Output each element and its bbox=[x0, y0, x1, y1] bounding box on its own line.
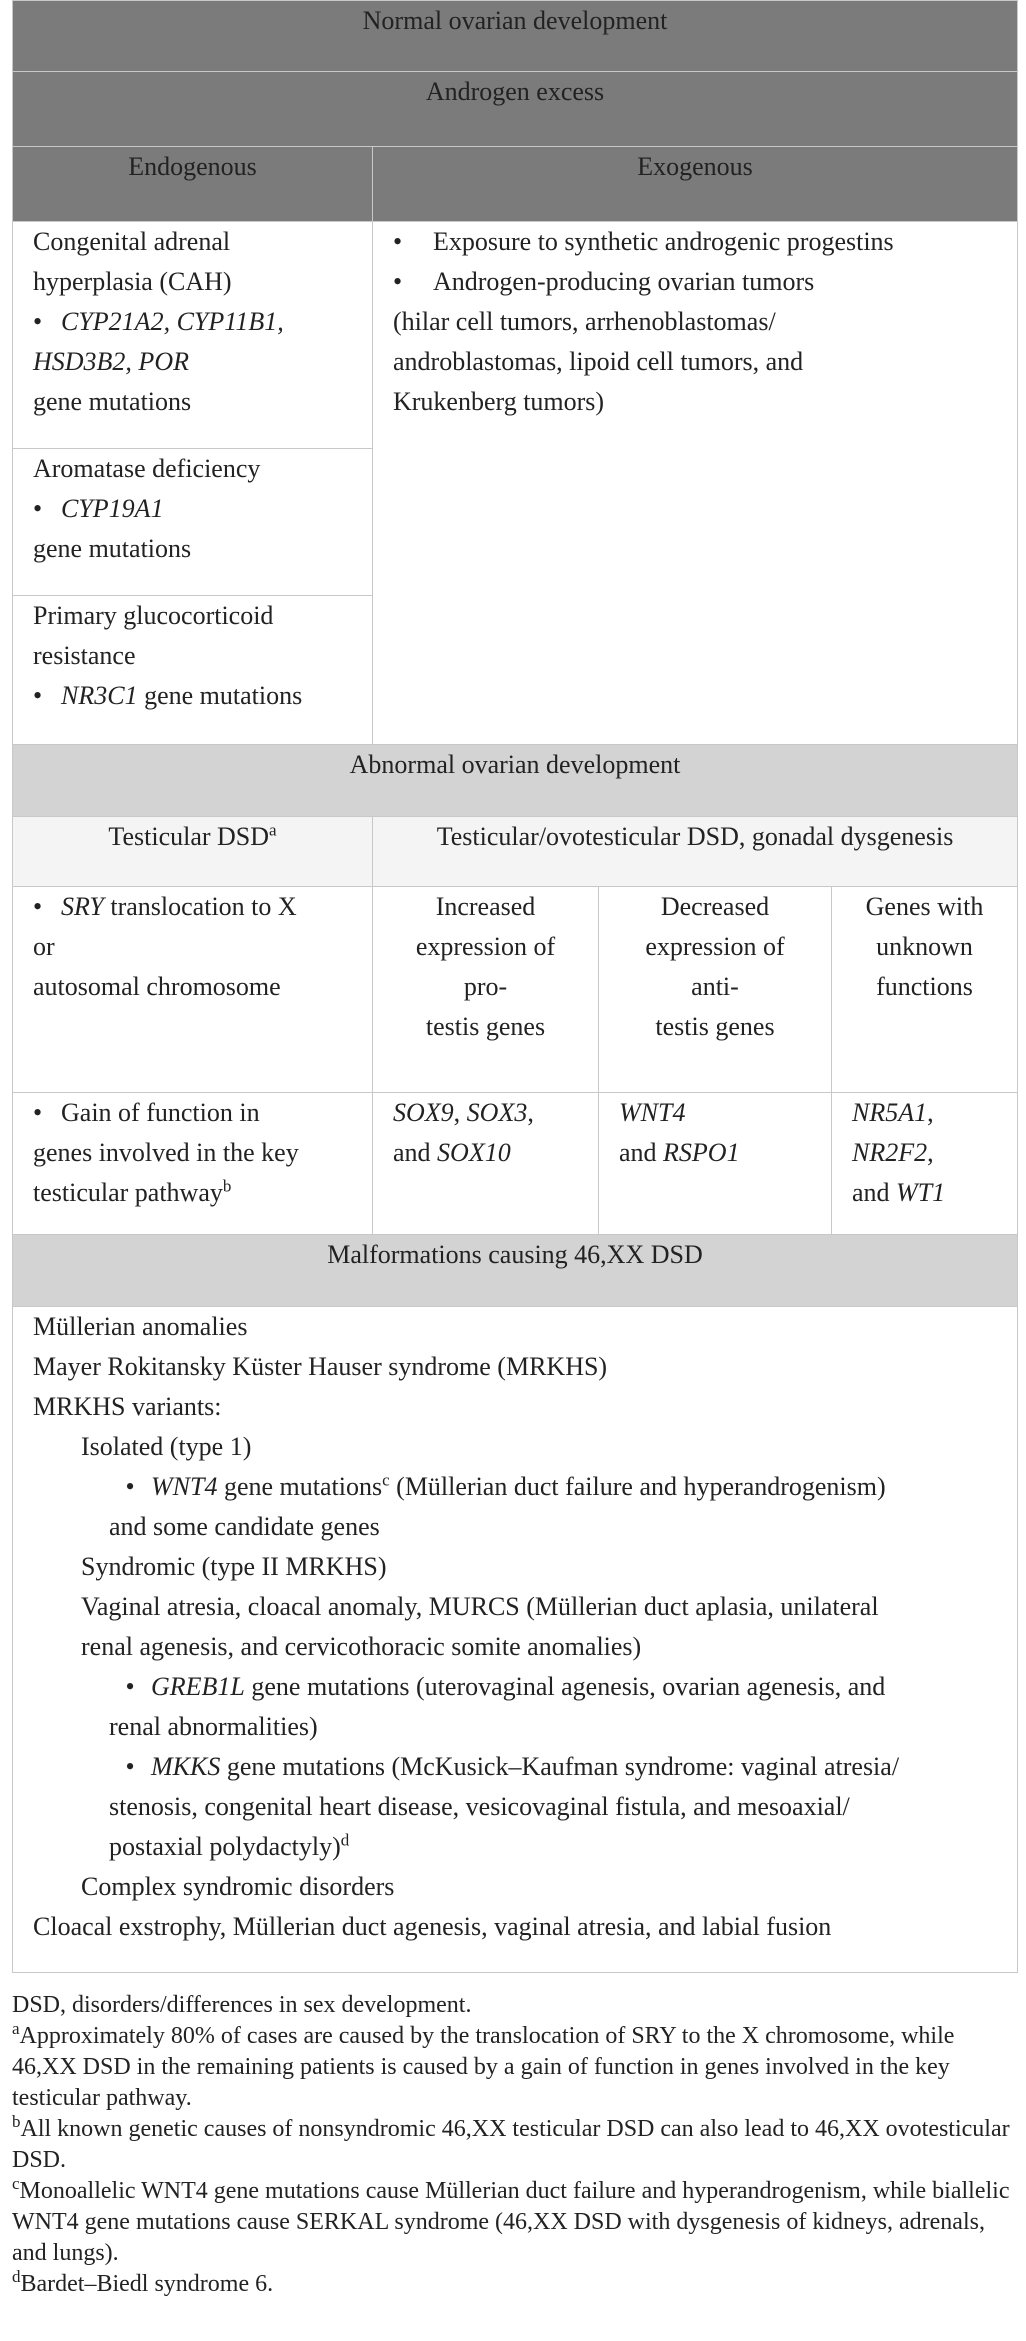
decreased-expression-cell: Decreased expression of anti- testis genes bbox=[599, 887, 832, 1093]
exogenous-item-cont: Krukenberg tumors) bbox=[393, 387, 605, 416]
bullet-icon: • bbox=[125, 1472, 135, 1501]
aromatase-gene: • CYP19A1 bbox=[33, 489, 352, 529]
sox-genes-cell: SOX9, SOX3, and SOX10 bbox=[373, 1093, 599, 1235]
title-row bbox=[13, 1, 1018, 72]
malformations-cell: Müllerian anomalies Mayer Rokitansky Küster Hauser syndrome (MRKHS) MRKHS variants: Isolated (type 1) • WNT4 gene mutations$^c$ (Müllerian duct failure and hyperandrogenism) and some candidate genes Syndromic (type II MRKHS) Vaginal atresia, cloacal anomaly, MURCS (Müllerian duct aplasia, unilateral renal agenesis, and cervicothoracic somite anomalies) • GREB1L gene mutations (uterovaginal agenesis, ovarian agenesis, and renal abnormalities) • MKKS gene mutations (McKusick–Kaufman syndrome: vaginal atresia/ stenosis, congenital heart disease, vesicovaginal fistula, and mesoaxial/ postaxial polydactyly)$^d$ Complex syndromic disorders Cloacal exstrophy, Müllerian duct agenesis, vaginal atresia, and labial fusion bbox=[13, 1307, 1018, 1973]
column-header-row bbox=[13, 147, 1018, 222]
aromatase-suffix: gene mutations bbox=[33, 534, 192, 563]
abnormal-heading-row bbox=[13, 745, 1018, 817]
wnt-genes-cell: WNT4 and RSPO1 bbox=[599, 1093, 832, 1235]
bullet-icon: • bbox=[393, 227, 403, 256]
ovotesticular-heading: Testicular/ovotesticular DSD, gonadal dysgenesis bbox=[373, 817, 1018, 887]
dsd-table bbox=[12, 0, 1018, 1973]
increased-expression-cell: Increased expression of pro- testis genes bbox=[373, 887, 599, 1093]
testicular-dsd-heading: Testicular DSD$^a$ bbox=[13, 817, 373, 887]
cah-line: hyperplasia (CAH) bbox=[33, 267, 232, 296]
androgen-excess-heading: Androgen excess bbox=[13, 72, 1018, 147]
gluco-line: resistance bbox=[33, 641, 136, 670]
table-row bbox=[13, 1093, 1018, 1235]
gluco-gene: • NR3C1 gene mutations bbox=[33, 676, 352, 716]
aromatase-title: Aromatase deficiency bbox=[33, 454, 261, 483]
aromatase-cell bbox=[13, 449, 373, 596]
cah-genes: HSD3B2, POR bbox=[33, 347, 189, 376]
sry-line: or bbox=[33, 932, 55, 961]
table-footnotes bbox=[12, 1990, 1017, 2300]
subheader-row bbox=[13, 817, 1018, 887]
exogenous-item: • Androgen-producing ovarian tumors bbox=[393, 262, 997, 302]
bullet-icon: • bbox=[125, 1672, 135, 1701]
bullet-icon: • bbox=[33, 494, 43, 523]
gluco-line: Primary glucocorticoid bbox=[33, 601, 274, 630]
bullet-icon: • bbox=[33, 1098, 43, 1127]
subtitle-row bbox=[13, 72, 1018, 147]
exogenous-item-cont: androblastomas, lipoid cell tumors, and bbox=[393, 347, 804, 376]
table-row bbox=[13, 887, 1018, 1093]
footnote-a: $^a$Approximately 80% of cases are caused by the translocation of SRY to the X chromosome, while 46,XX DSD in the remaining patients is caused by a gain of function in genes involved in the key testicular pathway. bbox=[12, 2019, 955, 2111]
gain-of-function-cell: • Gain of function in genes involved in the key testicular pathway$^b$ bbox=[13, 1093, 373, 1235]
glucocorticoid-cell bbox=[13, 596, 373, 745]
bullet-icon: • bbox=[33, 892, 43, 921]
table-title: Normal ovarian development bbox=[13, 1, 1018, 72]
footnote-dsd: DSD, disorders/differences in sex development. bbox=[12, 1992, 472, 2018]
bullet-icon: • bbox=[393, 267, 403, 296]
cah-cell bbox=[13, 222, 373, 449]
exogenous-heading: Exogenous bbox=[373, 147, 1018, 222]
malformations-heading-row bbox=[13, 1235, 1018, 1307]
cah-line: Congenital adrenal bbox=[33, 227, 231, 256]
table-row bbox=[13, 222, 1018, 449]
exogenous-item: • Exposure to synthetic androgenic progestins bbox=[393, 222, 997, 262]
cah-genes: • CYP21A2, CYP11B1, bbox=[33, 302, 352, 342]
cah-suffix: gene mutations bbox=[33, 387, 192, 416]
footnote-c: $^c$Monoallelic WNT4 gene mutations cause Müllerian duct failure and hyperandrogenism, while biallelic WNT4 gene mutations cause SERKAL syndrome (46,XX DSD with dysgenesis of kidneys, adrenals, and lungs). bbox=[12, 2174, 1010, 2266]
footnote-b: $^b$All known genetic causes of nonsyndromic 46,XX testicular DSD can also lead to 46,XX ovotesticular DSD. bbox=[12, 2112, 1010, 2173]
sry-line: • SRY translocation to X bbox=[33, 887, 352, 927]
exogenous-item-cont: (hilar cell tumors, arrhenoblastomas/ bbox=[393, 307, 776, 336]
footnote-d: $^d$Bardet–Biedl syndrome 6. bbox=[12, 2267, 274, 2297]
endogenous-heading: Endogenous bbox=[13, 147, 373, 222]
abnormal-heading: Abnormal ovarian development bbox=[13, 745, 1018, 817]
bullet-icon: • bbox=[33, 307, 43, 336]
sry-line: autosomal chromosome bbox=[33, 972, 281, 1001]
bullet-icon: • bbox=[125, 1752, 135, 1781]
unknown-function-cell: Genes with unknown functions bbox=[832, 887, 1018, 1093]
nr-genes-cell: NR5A1, NR2F2, and WT1 bbox=[832, 1093, 1018, 1235]
bullet-icon: • bbox=[33, 681, 43, 710]
malformations-heading: Malformations causing 46,XX DSD bbox=[13, 1235, 1018, 1307]
table-row bbox=[13, 1307, 1018, 1973]
exogenous-cell bbox=[373, 222, 1018, 745]
sry-cell bbox=[13, 887, 373, 1093]
